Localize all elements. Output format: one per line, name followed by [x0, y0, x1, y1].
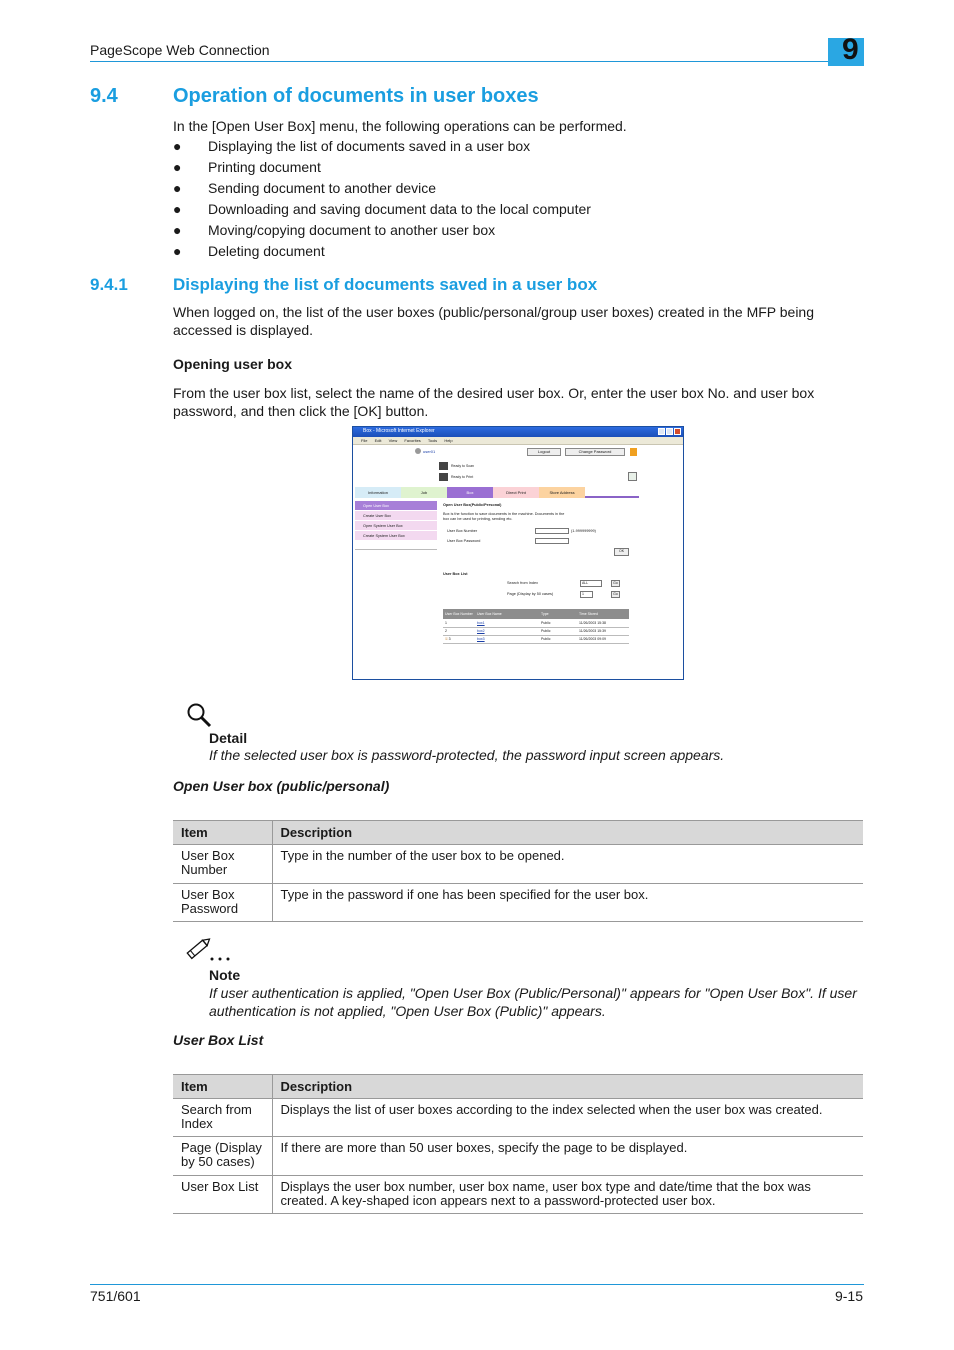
- menu-file: File: [361, 438, 368, 443]
- box-password-input: [535, 538, 569, 544]
- screenshot-tabs: [355, 487, 639, 498]
- intro-text: In the [Open User Box] menu, the following operations can be performed.: [173, 118, 627, 134]
- table-row: 2 box2 Public 11/26/2003 15:39: [443, 627, 629, 635]
- search-select: ALL: [580, 580, 602, 587]
- list-item: ● Printing document: [173, 159, 321, 175]
- page-select: 1: [580, 591, 593, 598]
- table-row: Search from Index Displays the list of user boxes according to the index selected when the user box was created.: [173, 1099, 863, 1137]
- col-time: Time Stored: [577, 609, 629, 619]
- footer-page-number: 9-15: [834, 1288, 863, 1304]
- tab-box: Box: [447, 487, 493, 498]
- col-number: User Box Number: [443, 609, 475, 619]
- subsection-text: When logged on, the list of the user boxes (public/personal/group user boxes) created in the MFP being accessed is displayed.: [173, 304, 815, 338]
- menu-divider: [355, 549, 437, 550]
- operations-list: [173, 137, 591, 263]
- user-icon: [415, 448, 421, 454]
- user-box-screenshot: [352, 426, 684, 680]
- col-item: Item: [173, 821, 272, 845]
- page-label: Page (Display by 50 cases): [507, 592, 554, 596]
- scanner-icon: [439, 462, 448, 470]
- change-password-button: Change Password: [565, 448, 625, 456]
- box-number-range: (1-999999999): [571, 529, 596, 533]
- minimize-icon: [658, 428, 665, 435]
- maximize-icon: [666, 428, 673, 435]
- table-row: User Box Password Type in the password if one has been specified for the user box.: [173, 884, 863, 922]
- opening-text: From the user box list, select the name of the desired user box. Or, enter the user box No. and user box password, and then click the [OK] button.: [173, 385, 815, 419]
- menu-create-system-user-box: Create System User Box: [355, 531, 437, 541]
- key-icon: ⚿: [445, 637, 448, 641]
- ok-button: OK: [614, 548, 629, 556]
- menu-open-system-user-box: Open System User Box: [355, 521, 437, 531]
- search-label: Search from Index: [507, 581, 539, 585]
- footer-model: 751/601: [90, 1288, 141, 1304]
- browser-menu-bar: [353, 437, 683, 445]
- note-text: If user authentication is applied, "Open User Box (Public/Personal)" appears for "Open User Box". If user authentication is not applied, "Open User Box (Public)" appears.: [209, 985, 857, 1019]
- col-description: Description: [272, 821, 863, 845]
- subsection-number: 9.4.1: [90, 275, 128, 294]
- col-description: Description: [272, 1075, 863, 1099]
- tab-job: Job: [401, 487, 447, 498]
- col-item: Item: [173, 1075, 272, 1099]
- screenshot-box-table: [443, 609, 629, 644]
- menu-edit: Edit: [374, 438, 382, 443]
- table-row: 1 box1 Public 11/26/2003 15:38: [443, 619, 629, 627]
- list-item: ● Deleting document: [173, 243, 325, 259]
- section-number: 9.4: [90, 85, 118, 107]
- ready-scan: Ready to Scan: [451, 464, 474, 468]
- refresh-icon: [628, 472, 637, 481]
- table1-caption: Open User box (public/personal): [173, 778, 390, 794]
- running-header: PageScope Web Connection: [90, 42, 270, 58]
- menu-tools: Tools: [427, 438, 438, 443]
- menu-open-user-box: Open User Box: [355, 501, 437, 511]
- col-type: Type: [539, 609, 577, 619]
- tab-store-address: Store Address: [539, 487, 585, 498]
- table-row: ⚿ 3 box3 Public 11/26/2003 09:09: [443, 635, 629, 643]
- magnifier-icon: [186, 702, 212, 728]
- open-user-box-table: [173, 820, 863, 922]
- printer-icon: [439, 473, 448, 481]
- note-label: Note: [209, 967, 241, 983]
- list-item: ● Moving/copying document to another user box: [173, 222, 496, 238]
- user-name: user01: [423, 449, 436, 454]
- header-rule: [90, 61, 864, 62]
- table-row: User Box Number Type in the number of the user box to be opened.: [173, 845, 863, 884]
- chapter-number: 9: [842, 33, 859, 66]
- footer-rule: [90, 1284, 864, 1285]
- opening-heading: Opening user box: [173, 356, 293, 372]
- detail-label: Detail: [209, 730, 248, 746]
- ready-print: Ready to Print: [451, 475, 474, 479]
- box-password-label: User Box Password: [447, 539, 481, 543]
- page-go-button: Go: [611, 591, 620, 598]
- subsection-title: Displaying the list of documents saved in a user box: [173, 275, 598, 294]
- close-icon: [674, 428, 681, 435]
- list-item: ● Downloading and saving document data to the local computer: [173, 201, 591, 217]
- menu-favorites: Favorites: [404, 438, 421, 443]
- logout-button: Logout: [527, 448, 561, 456]
- table2-caption: User Box List: [173, 1032, 264, 1048]
- search-go-button: Go: [611, 580, 620, 587]
- tab-information: Information: [355, 487, 401, 498]
- list-title: User Box List: [443, 572, 468, 576]
- table-row: Page (Display by 50 cases) If there are more than 50 user boxes, specify the page to be displayed.: [173, 1137, 863, 1176]
- pencil-note-icon: [186, 937, 234, 963]
- menu-help: Help: [444, 438, 453, 443]
- menu-view: View: [388, 438, 398, 443]
- help-icon: [630, 448, 637, 456]
- box-number-input: [535, 528, 569, 534]
- list-item: ● Sending document to another device: [173, 180, 437, 196]
- browser-title: Box - Microsoft Internet Explorer: [363, 428, 435, 434]
- list-item: ● Displaying the list of documents saved in a user box: [173, 138, 531, 154]
- user-box-list-table: [173, 1074, 863, 1214]
- screenshot-left-menu: [355, 501, 437, 541]
- box-number-label: User Box Number: [447, 529, 478, 533]
- section-title: Operation of documents in user boxes: [173, 85, 539, 107]
- detail-text: If the selected user box is password-protected, the password input screen appears.: [209, 747, 725, 763]
- panel-desc: Box is the function to save documents in the machine. Documents in the box can be used for printing, sending etc.: [443, 512, 565, 521]
- browser-title-bar: [353, 427, 683, 437]
- tab-direct-print: Direct Print: [493, 487, 539, 498]
- menu-create-user-box: Create User Box: [355, 511, 437, 521]
- panel-title: Open User Box(Public/Personal): [443, 503, 502, 507]
- table-row: User Box List Displays the user box number, user box name, user box type and date/time that the box was created. A key-shaped icon appears next to a password-protected user box.: [173, 1176, 863, 1214]
- col-name: User Box Name: [475, 609, 539, 619]
